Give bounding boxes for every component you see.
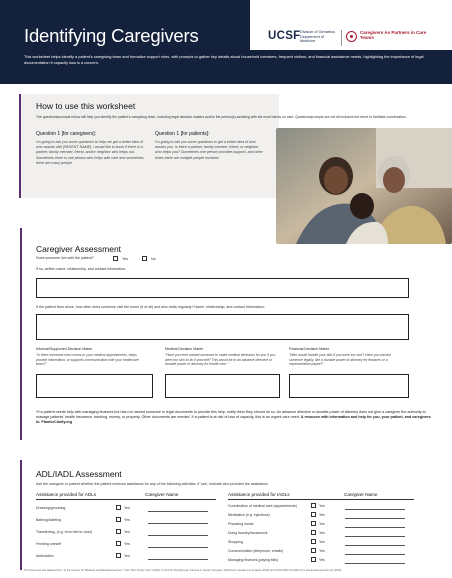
caregiver-assessment-title: Caregiver Assessment xyxy=(36,244,122,254)
iadl-row-checkbox[interactable] xyxy=(311,557,316,562)
iadl-row-checkbox[interactable] xyxy=(311,539,316,544)
adl-section-bar xyxy=(20,460,22,570)
question-caregivers-heading: Question 1 [for caregivers]: xyxy=(36,131,97,137)
financial-decision-maker-heading: Financial Decision Maker xyxy=(289,347,330,351)
iadl-row-caregiver-line[interactable] xyxy=(345,518,405,519)
adl-row-yes: Yes xyxy=(124,518,130,522)
ucsf-logo: UCSF xyxy=(268,30,301,42)
iadl-row-checkbox[interactable] xyxy=(311,548,316,553)
household-members-field[interactable] xyxy=(36,278,409,298)
lives-with-no-label: No xyxy=(151,257,156,261)
howto-title: How to use this worksheet xyxy=(36,101,136,111)
caregiver-section-bar xyxy=(20,228,22,440)
iadl-row-label: Preparing meals xyxy=(228,522,254,526)
question-patients-body: I'm going to ask you some questions to get a better idea of who assists you. Is there a partner, family member, friend, or neighbor who helps you? Sometimes one person provides support, and other times there are multiple people involved. xyxy=(155,140,263,160)
partner-logo-text: Caregivers As Partners in Care Teams xyxy=(360,30,427,41)
iadl-row-yes: Yes xyxy=(319,558,325,562)
adl-header-rule xyxy=(36,499,216,500)
adl-row-checkbox[interactable] xyxy=(116,517,121,522)
legal-note xyxy=(36,410,436,426)
adl-row-label: Dressing/grooming xyxy=(36,506,66,510)
adl-row-checkbox[interactable] xyxy=(116,529,121,534)
adl-row-label: Ambulation xyxy=(36,554,54,558)
adl-row-caregiver-line[interactable] xyxy=(148,535,208,536)
iadl-column-heading: Assistance provided for IADLs xyxy=(228,492,290,497)
adl-column-heading: Assistance provided for ADLs xyxy=(36,492,97,497)
adl-row-checkbox[interactable] xyxy=(116,553,121,558)
informal-decision-maker-heading: Informal/Supported Decision Maker xyxy=(36,347,93,351)
adl-caregiver-column-heading: Caregiver Name xyxy=(145,492,179,497)
adl-row-checkbox[interactable] xyxy=(116,505,121,510)
iadl-row-caregiver-line[interactable] xyxy=(345,509,405,510)
adl-row-caregiver-line[interactable] xyxy=(148,523,208,524)
iadl-row-caregiver-line[interactable] xyxy=(345,527,405,528)
adl-row-yes: Yes xyxy=(124,554,130,558)
iadl-row-label: Communication (telephone, emails) xyxy=(228,549,284,553)
iadl-row-label: Coordination of medical care (appointments) xyxy=(228,504,297,508)
question-caregivers-body: I'm going to ask you some questions to help me get a better idea of who assists with [PATIENT NAME]. I would like to know if there is a partner, family member, friend, and/or neighbor who helps out. Sometimes there is one person who helps with care and sometimes there are many people. xyxy=(36,140,144,165)
medical-decision-maker-body: "Have you ever named someone to make medical decisions for you if you were too sick to do it yourself? This would be in an advance directive or durable power of attorney for health care." xyxy=(165,353,276,367)
adl-row-label: Transferring, (e.g. from bed to chair) xyxy=(36,530,93,534)
intro-text: This worksheet helps identify a patient's caregiving team and formalize support roles, with prompts to gather key details about household members, frequent visitors, and financial assistance needs, highlighting the importance of legal documentation if capacity loss is a concern. xyxy=(24,54,424,65)
lives-alone-prompt: If the patient lives alone, how often does someone visit the home (# of all) and who visits regularly? Name, relationship, and contact information: xyxy=(36,305,265,309)
iadl-row-checkbox[interactable] xyxy=(311,512,316,517)
iadl-row-caregiver-line[interactable] xyxy=(345,545,405,546)
logo-area xyxy=(268,30,443,50)
iadl-header-rule xyxy=(228,499,414,500)
iadl-row-label: Medication (e.g. injections) xyxy=(228,513,270,517)
lives-with-yes-label: Yes xyxy=(122,257,128,261)
adl-row-label: Feeding oneself xyxy=(36,542,61,546)
iadl-row-label: Doing laundry/housework xyxy=(228,531,268,535)
legal-note-resource: A resource with information and help for you, your patient, and caregivers is: PlanforClarity.org xyxy=(36,415,431,425)
iadl-row-yes: Yes xyxy=(319,513,325,517)
logo-divider xyxy=(341,30,342,46)
iadl-row-yes: Yes xyxy=(319,540,325,544)
adl-assessment-title: ADL/IADL Assessment xyxy=(36,469,122,479)
adl-row-caregiver-line[interactable] xyxy=(148,511,208,512)
iadl-row-label: Managing finances (paying bills) xyxy=(228,558,278,562)
footnote: This document was adapted from: 1) the Centers for Medicare and Medicaid Services' "Care Tool: Family Care" (2023); 2) Tool for Identifying an Informal or Family Caregiver, Alzheimer's Greater Los Angeles (2018) and 3) NGLKB2 checklist from dementiacarepearls.org (2023). xyxy=(24,569,343,572)
medical-decision-maker-field[interactable] xyxy=(165,374,280,398)
iadl-row-yes: Yes xyxy=(319,522,325,526)
lives-with-question: Does someone live with the patient? xyxy=(36,256,94,260)
visitors-field[interactable] xyxy=(36,314,409,340)
iadl-caregiver-column-heading: Caregiver Name xyxy=(344,492,378,497)
iadl-row-checkbox[interactable] xyxy=(311,530,316,535)
adl-row-yes: Yes xyxy=(124,506,130,510)
adl-description: Ask the caregiver or patient whether the patient receives assistance for any of the following activities. If 'yes', indicate who provides the assistance. xyxy=(36,482,269,486)
iadl-row-caregiver-line[interactable] xyxy=(345,554,405,555)
adl-row-caregiver-line[interactable] xyxy=(148,559,208,560)
iadl-row-checkbox[interactable] xyxy=(311,503,316,508)
informal-decision-maker-body: "Is there someone who comes to your medical appointments, helps provide information, or supports communication with your healthcare team?" xyxy=(36,353,139,367)
adl-row-checkbox[interactable] xyxy=(116,541,121,546)
financial-decision-maker-field[interactable] xyxy=(289,374,409,398)
iadl-row-caregiver-line[interactable] xyxy=(345,563,405,564)
adl-row-label: Bathing/toileting xyxy=(36,518,61,522)
adl-row-caregiver-line[interactable] xyxy=(148,547,208,548)
iadl-row-yes: Yes xyxy=(319,531,325,535)
page-title: Identifying Caregivers xyxy=(24,25,199,46)
iadl-row-yes: Yes xyxy=(319,549,325,553)
howto-description: The questions/prompts below will help you identify the patient's caregiving team, including legal decision makers and/or the person(s) assisting with the most hands-on care. Questions/prompts are not all inclusive but serve to facilitate conversation. xyxy=(36,115,407,119)
ucsf-division-text: Division of Geriatrics Department of Medicine xyxy=(300,30,335,44)
iadl-row-yes: Yes xyxy=(319,504,325,508)
iadl-row-checkbox[interactable] xyxy=(311,521,316,526)
medical-decision-maker-heading: Medical Decision Maker xyxy=(165,347,204,351)
if-yes-prompt: If so, written name, relationship, and contact information: xyxy=(36,267,127,271)
family-photo xyxy=(276,128,452,244)
seal-icon xyxy=(346,31,357,42)
iadl-row-caregiver-line[interactable] xyxy=(345,536,405,537)
question-patients-heading: Question 1 [for patients]: xyxy=(155,131,210,137)
adl-row-yes: Yes xyxy=(124,530,130,534)
financial-decision-maker-body: "Who would handle your bills if you were too sick? Have you named someone legally, like a durable power of attorney for finances or a representative payee?" xyxy=(289,353,391,367)
lives-with-no-checkbox[interactable] xyxy=(142,256,147,261)
informal-decision-maker-field[interactable] xyxy=(36,374,153,398)
legal-note-text: *If a patient needs help with managing finances but has not named someone in legal documents to provide this help, notify them they should do so. An advance directive or durable power of attorney does not give a caregiver the authority to manage patients' health insurance, banking, money, or property. Other documents are needed. If a patient is at risk of loss of capacity, this is an urgent care need. xyxy=(36,410,426,420)
iadl-row-label: Shopping xyxy=(228,540,243,544)
adl-row-yes: Yes xyxy=(124,542,130,546)
lives-with-yes-checkbox[interactable] xyxy=(113,256,118,261)
